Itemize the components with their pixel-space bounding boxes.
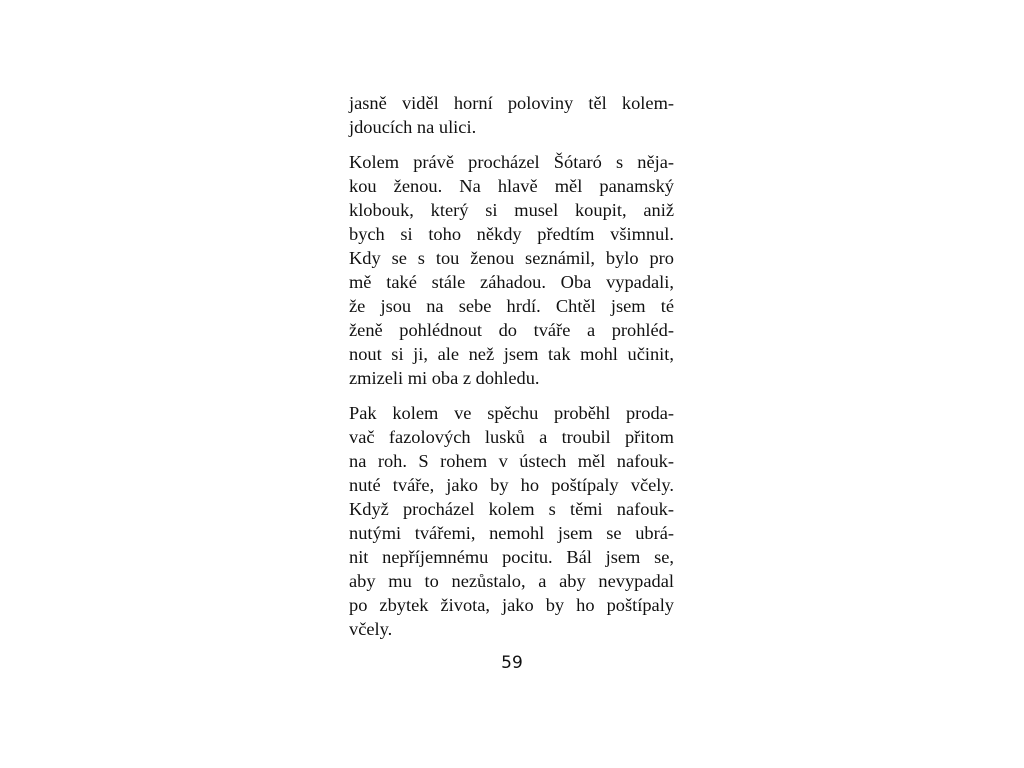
text-line: nutými tvářemi, nemohl jsem se ubrá-	[349, 523, 674, 543]
text-line: kou ženou. Na hlavě měl panamský	[349, 176, 674, 196]
paragraph	[349, 401, 674, 641]
text-line: mě také stále záhadou. Oba vypadali,	[349, 272, 674, 292]
body-text	[349, 91, 674, 652]
text-line: Kdy se s tou ženou seznámil, bylo pro	[349, 248, 674, 268]
text-line: ženě pohlédnout do tváře a prohléd-	[349, 320, 674, 340]
text-line: na roh. S rohem v ústech měl nafouk-	[349, 451, 674, 471]
paragraph	[349, 91, 674, 139]
page-number: 59	[501, 653, 523, 673]
text-line: zmizeli mi oba z dohledu.	[349, 368, 540, 388]
text-line: že jsou na sebe hrdí. Chtěl jsem té	[349, 296, 674, 316]
text-line: Kolem právě procházel Šótaró s něja-	[349, 152, 674, 172]
paragraph	[349, 150, 674, 390]
text-line: jasně viděl horní poloviny těl kolem-	[349, 93, 674, 113]
text-line: nout si ji, ale než jsem tak mohl učinit,	[349, 344, 674, 364]
text-line: po zbytek života, jako by ho poštípaly	[349, 595, 674, 615]
text-line: aby mu to nezůstalo, a aby nevypadal	[349, 571, 674, 591]
text-line: nuté tváře, jako by ho poštípaly včely.	[349, 475, 674, 495]
text-line: klobouk, který si musel koupit, aniž	[349, 200, 674, 220]
text-line: Když procházel kolem s těmi nafouk-	[349, 499, 674, 519]
text-line: nit nepříjemnému pocitu. Bál jsem se,	[349, 547, 674, 567]
text-line: jdoucích na ulici.	[349, 117, 477, 137]
text-line: vač fazolových lusků a troubil přitom	[349, 427, 674, 447]
text-line: Pak kolem ve spěchu proběhl proda-	[349, 403, 674, 423]
text-line: včely.	[349, 619, 393, 639]
text-line: bych si toho někdy předtím všimnul.	[349, 224, 674, 244]
